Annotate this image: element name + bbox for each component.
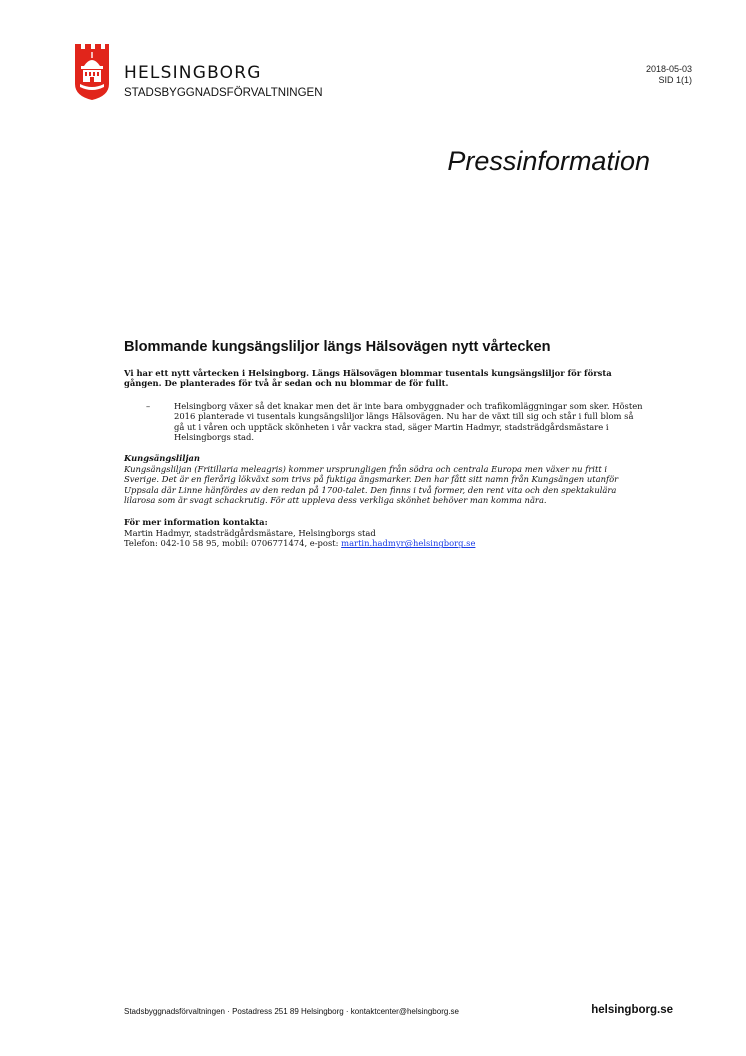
contact-phone: Telefon: 042-10 58 95, mobil: 0706771474, e-post: (124, 538, 342, 549)
document-type-title: Pressinformation (447, 146, 650, 176)
footer-website: helsingborg.se (591, 1004, 673, 1016)
lead-paragraph: Vi har ett nytt vårtecken i Helsingborg. Längs Hälsovägen blommar tusentals kungsängsliljor för första gången. De planterades för två år sedan och nu blommar de för fullt. (124, 368, 612, 389)
contact-person: Martin Hadmyr, stadsträdgårdsmästare, Helsingborgs stad (124, 527, 376, 538)
org-department: STADSBYGGNADSFÖRVALTNINGEN (124, 87, 323, 99)
headline: Blommande kungsängsliljor längs Hälsovägen nytt vårtecken (124, 339, 551, 355)
helsingborg-crest-logo (74, 44, 110, 100)
contact-line (124, 538, 644, 548)
page-number: SID 1(1) (658, 75, 692, 85)
contact-email-link[interactable]: martin.hadmyr@helsingborg.se (341, 538, 476, 549)
quote-dash: – (146, 400, 151, 411)
fact-title: Kungsängsliljan (124, 453, 201, 464)
document-date: 2018-05-03 (645, 64, 692, 74)
footer-address: Stadsbyggnadsförvaltningen · Postadress 251 89 Helsingborg · kontaktcenter@helsingborg.se (124, 1007, 459, 1016)
press-release-body (124, 338, 644, 549)
document-meta (646, 64, 692, 86)
quote-text: Helsingborg växer så det knakar men det är inte bara ombyggnader och trafikomläggningar som sker. Hösten 2016 planterade vi tusentals kungsängsliljor längs Hälsovägen. Nu har de växt till sig och står i full blom så gå ut i våren och upptäck skönheten i vår vackra stad, säger Martin Hadmyr, stadsträdgårdsmästare i Helsingborgs stad. (174, 400, 643, 443)
contact-title: För mer information kontakta: (124, 517, 268, 528)
quote-paragraph (124, 401, 644, 443)
fact-body: Kungsängsliljan (Fritillaria meleagris) kommer ursprungligen från södra och centrala Europa men växer nu fritt i Sverige. Det är en flerårig lökväxt som trivs på fuktiga ängsmarker. Den har fått sitt namn från Kungsängen utanför Uppsala där Linne hänfördes av den redan på 1700-talet. Den finns i två former, den rent vita och den spektakulära lilarosa som är svagt schackrutig. För att uppleva dess verkliga skönhet behöver man komma nära. (124, 463, 619, 506)
org-name: HELSINGBORG (124, 63, 262, 83)
